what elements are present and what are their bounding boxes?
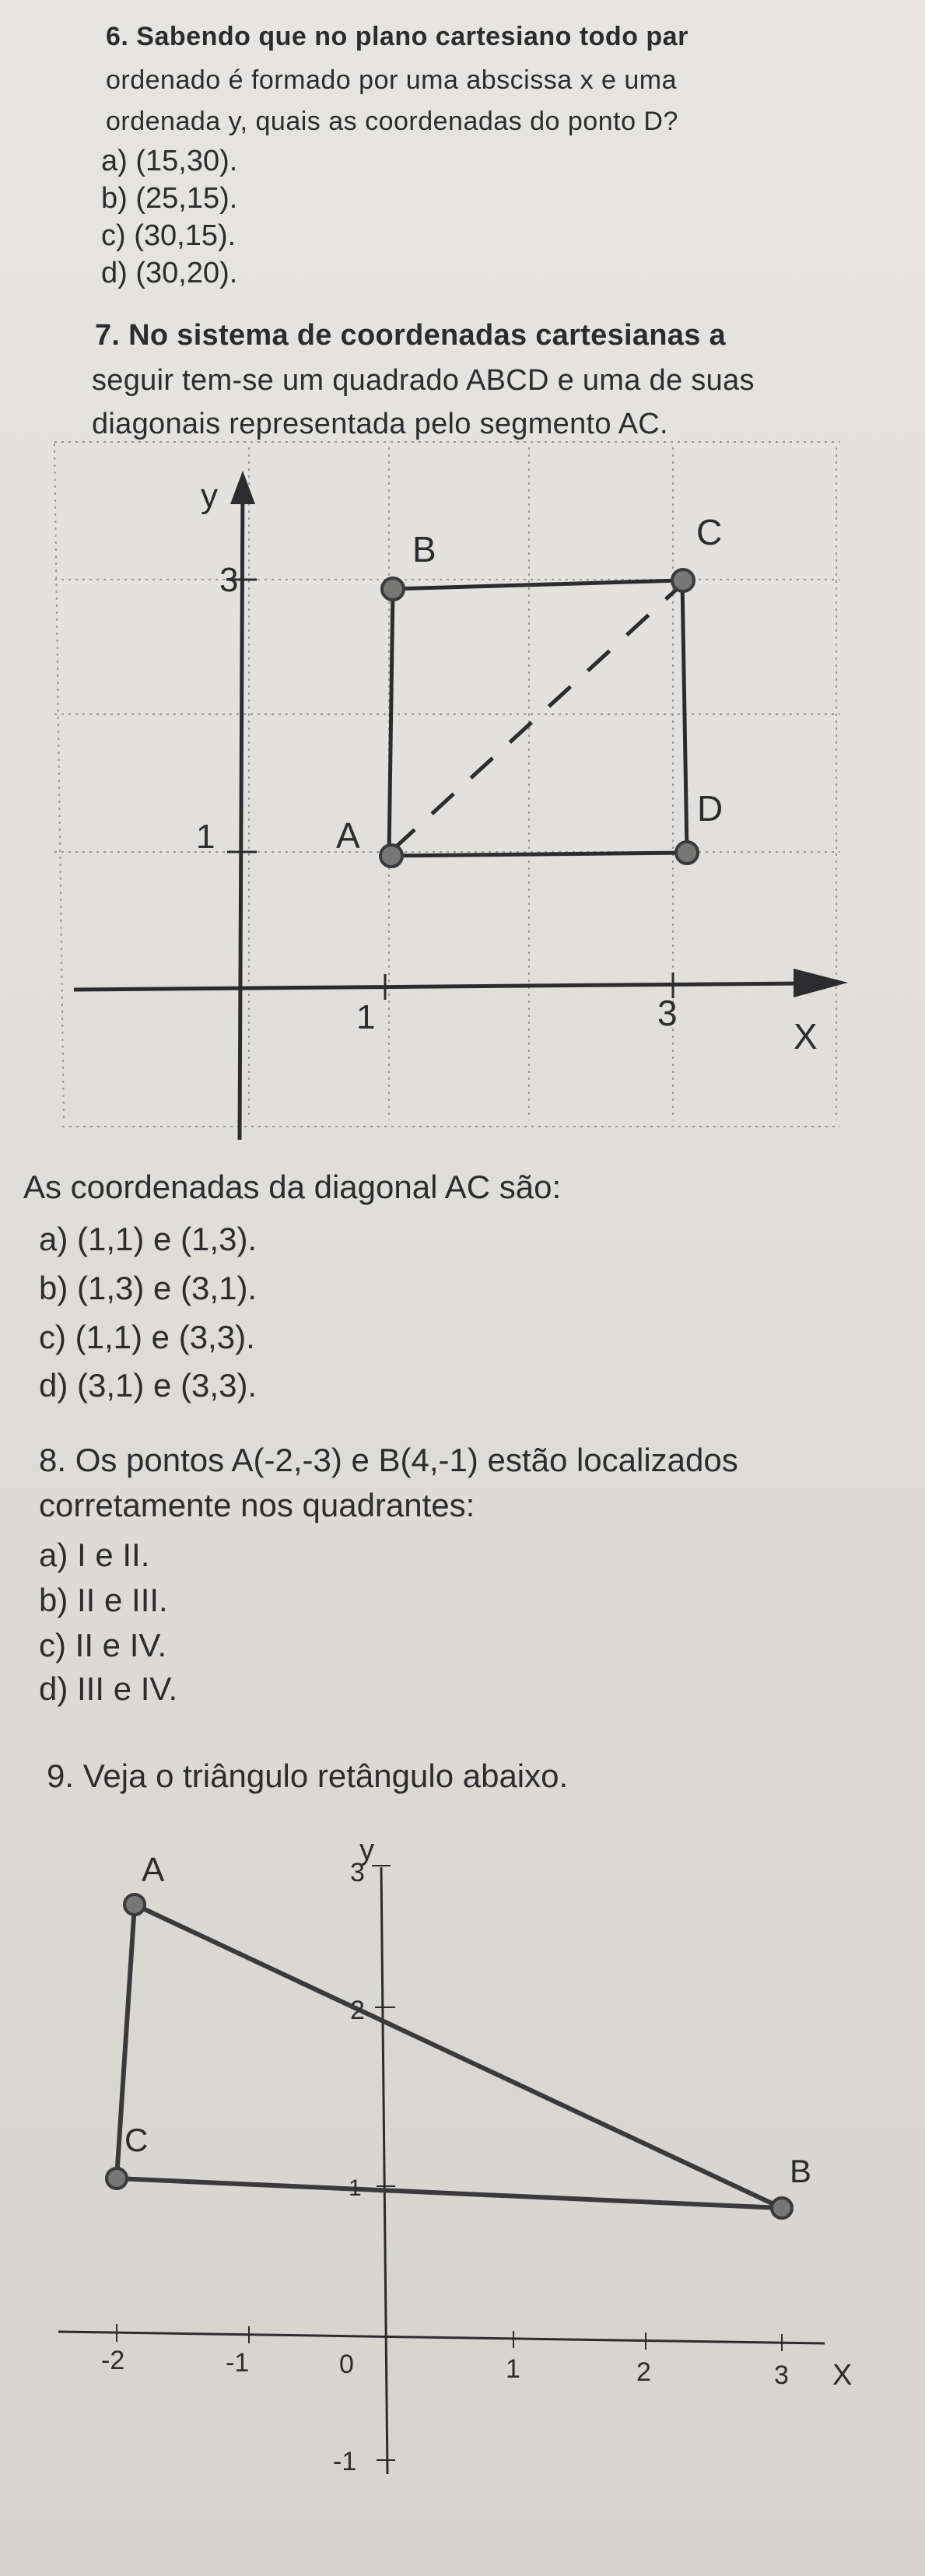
q9-tick-y-neg-1: -1 [333,2447,357,2476]
q6-option-c: c) (30,15). [101,219,237,252]
q6-line-3: ordenada y, quais as coordenadas do ponto D? [106,107,678,136]
q7-line-1: 7. No sistema de coordenadas cartesianas a [95,319,726,352]
q8-option-b: b) II e III. [39,1582,168,1618]
q7-y-axis [240,482,243,1140]
q7-x-axis [74,983,801,990]
q7-grid [54,442,840,1127]
q9-point-a [124,1894,145,1915]
q6-option-a: a) (15,30). [101,145,238,177]
q7-points [380,570,698,867]
q9-triangle-diagram [58,1834,852,2476]
q6-option-b: b) (25,15). [101,182,238,215]
q7-label-b: B [412,529,436,570]
q9-point-c [107,2168,127,2189]
q9-tick-y-3: 3 [350,1858,365,1887]
q9-label-b: B [790,2153,812,2189]
q7-prompt: As coordenadas da diagonal AC são: [23,1169,562,1205]
q9-tick-x-0: 0 [339,2350,354,2379]
q7-tick-y-3: 3 [219,561,239,599]
q9-tick-y-1: 1 [349,2175,362,2201]
q9-tick-x-3: 3 [774,2360,789,2390]
q9-axes [58,1867,825,2474]
q8-option-d: d) III e IV. [39,1670,178,1707]
q7-label-c: C [696,512,723,552]
q7-option-d: d) (3,1) e (3,3). [39,1367,258,1404]
q7-line-2: seguir tem-se um quadrado ABCD e uma de suas [92,364,755,397]
q7-point-d [676,842,698,864]
q7-label-a: A [336,815,360,856]
q7-x-arrow [794,969,848,997]
q6-line-2: ordenado é formado por uma abscissa x e uma [106,65,678,95]
q9-tick-x-2: 2 [636,2357,651,2387]
q9-label-c: C [124,2122,149,2158]
q8-option-c: c) II e IV. [39,1627,167,1663]
q7-y-axis-label: y [201,477,218,515]
q9-points [107,1894,792,2218]
q7-option-c: c) (1,1) e (3,3). [39,1319,255,1355]
q9-label-a: A [142,1851,165,1889]
q7-tick-x-1: 1 [356,998,376,1036]
q8-option-a: a) I e II. [39,1537,150,1573]
q6-option-d: d) (30,20). [101,257,238,289]
q9-tick-x-neg-2: -2 [101,2346,125,2375]
q7-option-a: a) (1,1) e (1,3). [39,1221,258,1257]
q9-tick-y-2: 2 [350,1996,365,2025]
q9-x-axis [58,2332,825,2343]
q7-option-b: b) (1,3) e (3,1). [39,1270,258,1306]
q7-line-3: diagonais representada pelo segmento AC. [92,408,668,440]
q9-y-axis-label: y [359,1834,374,1866]
q7-tick-x-3: 3 [657,993,678,1033]
q7-x-axis-label: X [794,1016,818,1057]
q8-line-1: 8. Os pontos A(-2,-3) e B(4,-1) estão localizados [39,1442,738,1478]
q7-y-arrow [230,471,255,504]
q7-point-b [382,578,404,600]
q9-y-axis [381,1867,387,2474]
q7-point-a [380,845,402,867]
q7-diagonal-ac [393,582,685,850]
q7-tick-y-1: 1 [196,818,215,856]
q9-x-axis-label: X [832,2359,853,2392]
q7-point-c [672,570,694,591]
q8-line-2: corretamente nos quadrantes: [39,1487,475,1523]
q7-label-d: D [697,788,724,829]
q9-tick-x-neg-1: -1 [226,2348,250,2378]
q9-triangle [117,1905,782,2208]
q6-line-1: 6. Sabendo que no plano cartesiano todo par [106,22,688,51]
q9-point-b [772,2198,792,2218]
q9-tick-x-1: 1 [506,2354,520,2384]
q9-line: 9. Veja o triângulo retângulo abaixo. [47,1758,569,1794]
